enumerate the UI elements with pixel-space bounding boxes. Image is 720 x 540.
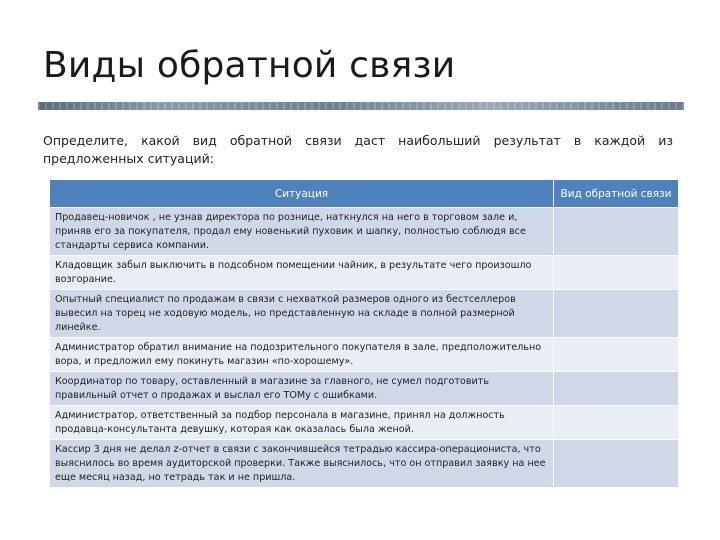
title-divider: [38, 102, 684, 110]
table-row: [50, 372, 679, 406]
situation-cell: Администратор, ответственный за подбор персонала в магазине, принял на должность продавца-консультанта девушку, которая как оказалась была женой.: [50, 406, 554, 440]
header-situation: Ситуация: [50, 180, 554, 208]
header-feedback-type: Вид обратной связи: [554, 180, 679, 208]
situation-cell: Координатор по товару, оставленный в магазине за главного, не сумел подготовить правильный отчет о продажах и выслал его ТОМу с ошибками.: [50, 372, 554, 406]
table-row: [50, 208, 679, 256]
feedback-type-cell[interactable]: [554, 338, 679, 372]
feedback-type-cell[interactable]: [554, 208, 679, 256]
situation-cell: Продавец-новичок , не узнав директора по рознице, наткнулся на него в торговом зале и, приняв его за покупателя, продал ему новенький пуховик и шапку, полностью соблюдя все стандарты сервиса компании.: [50, 208, 554, 256]
table-row: [50, 290, 679, 338]
table-row: [50, 256, 679, 290]
situation-cell: Опытный специалист по продажам в связи с нехваткой размеров одного из бестселлеров вывесил на торец не ходовую модель, но представленную на складе в полной размерной линейке.: [50, 290, 554, 338]
feedback-type-cell[interactable]: [554, 290, 679, 338]
table-row: [50, 440, 679, 488]
intro-text: Определите, какой вид обратной связи даст наибольший результат в каждой из предложенных ситуаций:: [43, 133, 673, 166]
table-row: [50, 338, 679, 372]
feedback-type-cell[interactable]: [554, 256, 679, 290]
feedback-type-cell[interactable]: [554, 372, 679, 406]
situation-cell: Кладовщик забыл выключить в подсобном помещении чайник, в результате чего произошло возгорание.: [50, 256, 554, 290]
situations-table: [49, 179, 679, 488]
situation-cell: Кассир 3 дня не делал z-отчет в связи с закончившейся тетрадью кассира-операциониста, что выяснилось во время аудиторской проверки. Также выяснилось, что он отправил заявку на нее еще месяц назад, но тетрадь так и не пришла.: [50, 440, 554, 488]
situation-cell: Администратор обратил внимание на подозрительного покупателя в зале, предположительно вора, и предложил ему покинуть магазин «по-хорошему».: [50, 338, 554, 372]
slide-title: Виды обратной связи: [43, 45, 456, 86]
table-header-row: [50, 180, 679, 208]
feedback-type-cell[interactable]: [554, 440, 679, 488]
table-row: [50, 406, 679, 440]
feedback-type-cell[interactable]: [554, 406, 679, 440]
